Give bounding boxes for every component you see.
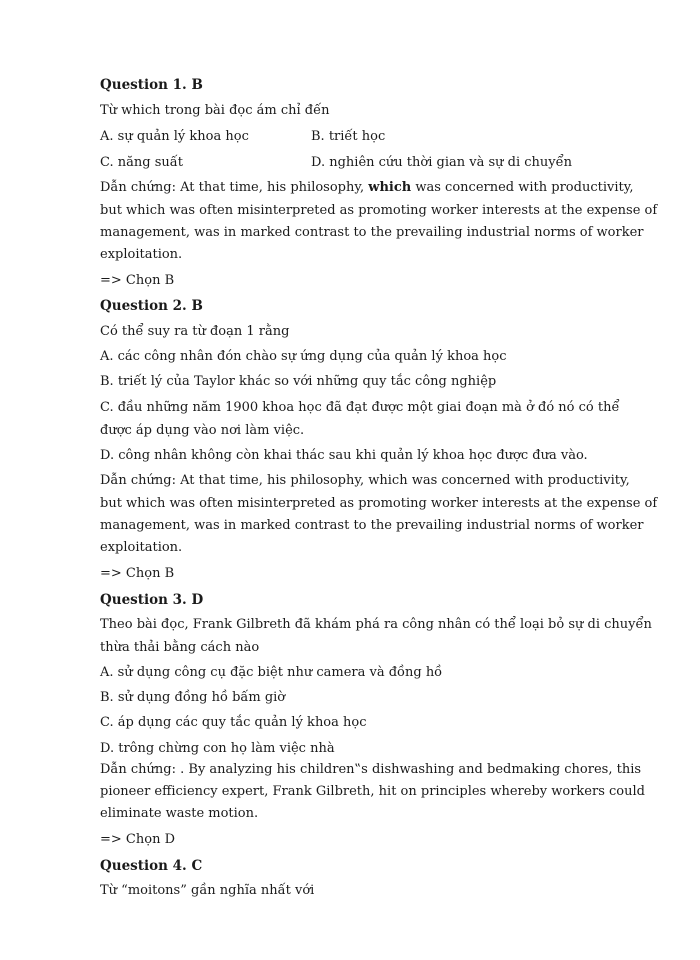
question-1-evidence-line: but which was often misinterpreted as promoting worker interests at the expense of — [100, 203, 658, 218]
question-2-evidence-line: Dẫn chứng: At that time, his philosophy, which was concerned with productivity, — [100, 473, 630, 488]
question-3-heading: Question 3. D — [100, 592, 204, 608]
question-1-evidence-line — [100, 180, 633, 196]
question-3-evidence-line: eliminate waste motion. — [100, 806, 259, 821]
question-3-option-d: D. trông chừng con họ làm việc nhà — [100, 741, 335, 756]
question-2-answer: => Chọn B — [100, 566, 175, 581]
question-1-answer: => Chọn B — [100, 273, 175, 288]
question-3-evidence-line: pioneer efficiency expert, Frank Gilbreth, hit on principles whereby workers could — [100, 784, 645, 799]
question-1-evidence-line: management, was in marked contrast to the prevailing industrial norms of worker — [100, 225, 644, 240]
question-1-option-a: A. sự quản lý khoa học — [100, 129, 249, 144]
question-4-prompt: Từ “moitons” gần nghĩa nhất với — [100, 883, 315, 898]
question-3-option-c: C. áp dụng các quy tắc quản lý khoa học — [100, 715, 367, 730]
question-3-option-b: B. sử dụng đồng hồ bấm giờ — [100, 690, 286, 705]
question-1-prompt: Từ which trong bài đọc ám chỉ đến — [100, 103, 330, 118]
question-3-answer: => Chọn D — [100, 832, 175, 847]
question-2-option-c-cont: được áp dụng vào nơi làm việc. — [100, 423, 305, 438]
question-2-prompt: Có thể suy ra từ đoạn 1 rằng — [100, 324, 290, 339]
question-2-option-b: B. triết lý của Taylor khác so với những quy tắc công nghiệp — [100, 374, 497, 389]
question-2-evidence-line: management, was in marked contrast to the prevailing industrial norms of worker — [100, 518, 644, 533]
question-2-evidence-line: but which was often misinterpreted as promoting worker interests at the expense of — [100, 496, 658, 511]
question-2-option-c: C. đầu những năm 1900 khoa học đã đạt được một giai đoạn mà ở đó nó có thể — [100, 400, 620, 415]
question-3-prompt: Theo bài đọc, Frank Gilbreth đã khám phá ra công nhân có thể loại bỏ sự di chuyển — [100, 617, 652, 632]
question-1-evidence-line: exploitation. — [100, 247, 183, 262]
question-2-heading: Question 2. B — [100, 298, 203, 314]
question-1-option-c: C. năng suất — [100, 155, 183, 170]
evidence-prefix: Dẫn chứng: At that time, his philosophy, — [100, 180, 365, 195]
question-1-option-d: D. nghiên cứu thời gian và sự di chuyển — [311, 155, 573, 170]
question-3-evidence-line: Dẫn chứng: . By analyzing his children‟s dishwashing and bedmaking chores, this — [100, 762, 642, 777]
question-2-evidence-line: exploitation. — [100, 540, 183, 555]
evidence-rest: was concerned with productivity, — [415, 180, 634, 195]
question-2-option-a: A. các công nhân đón chào sự ứng dụng của quản lý khoa học — [100, 349, 507, 364]
question-4-heading: Question 4. C — [100, 858, 203, 874]
question-1-option-b: B. triết học — [311, 129, 386, 144]
evidence-keyword: which — [368, 180, 412, 195]
question-2-option-d: D. công nhân không còn khai thác sau khi quản lý khoa học được đưa vào. — [100, 448, 588, 463]
question-3-option-a: A. sử dụng công cụ đặc biệt như camera và đồng hồ — [100, 665, 443, 680]
question-3-prompt-cont: thừa thải bằng cách nào — [100, 640, 260, 655]
question-1-heading: Question 1. B — [100, 77, 203, 93]
